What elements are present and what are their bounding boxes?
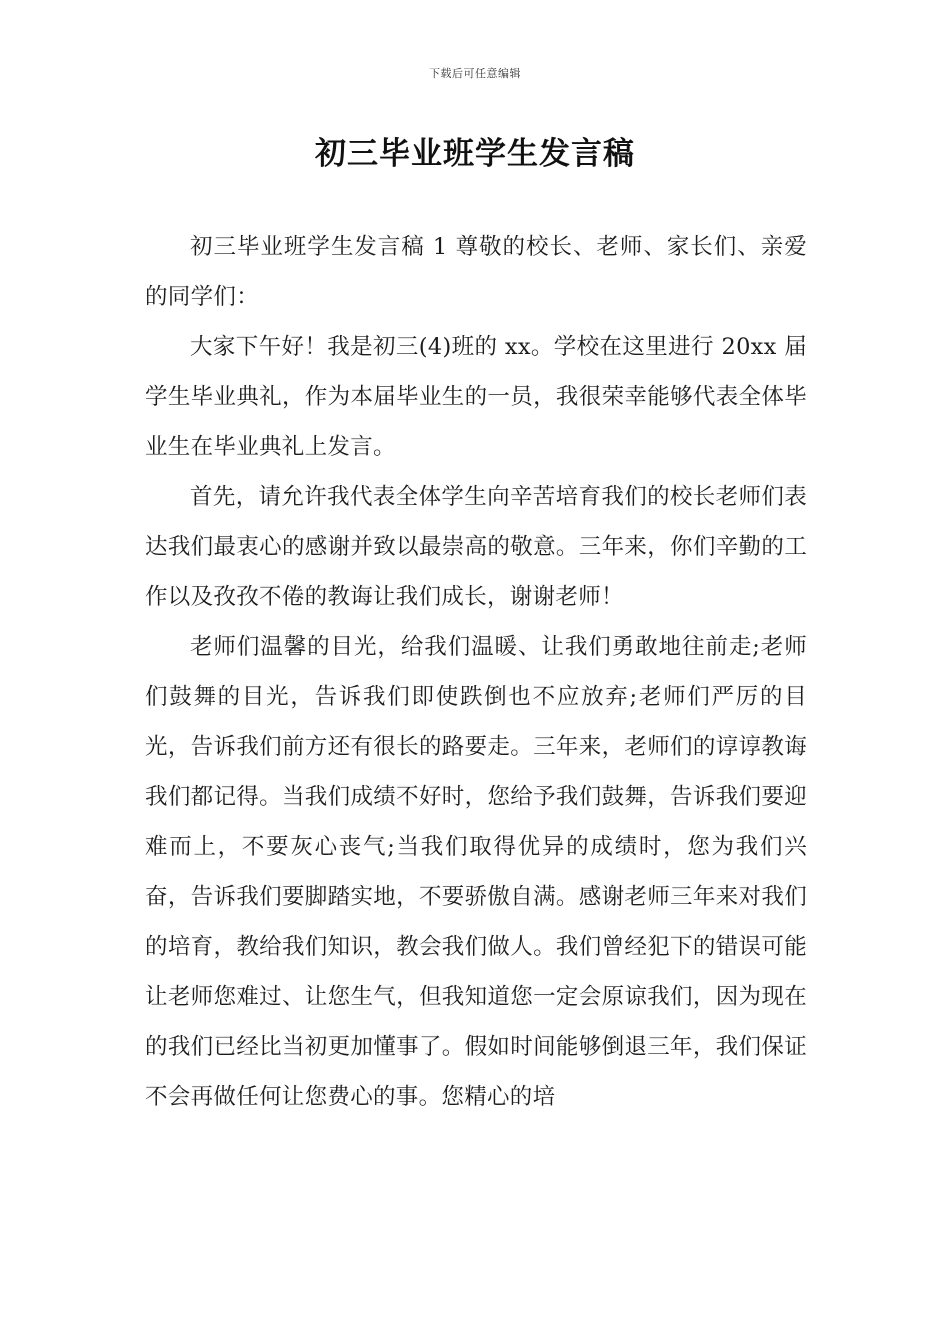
document-title: 初三毕业班学生发言稿 (315, 136, 635, 172)
paragraph-thanks: 首先，请允许我代表全体学生向辛苦培育我们的校长老师们表达我们最衷心的感谢并致以最崇高的敬意。三年来，你们辛勤的工作以及孜孜不倦的教诲让我们成长，谢谢老师！ (145, 484, 807, 610)
header-note: 下载后可任意编辑 (429, 67, 521, 80)
paragraph-teachers: 老师们温馨的目光，给我们温暖、让我们勇敢地往前走;老师们鼓舞的目光，告诉我们即使跌倒也不应放弃;老师们严厉的目光，告诉我们前方还有很长的路要走。三年来，老师们的谆谆教诲我们都记得。当我们成绩不好时，您给予我们鼓舞，告诉我们要迎难而上，不要灰心丧气;当我们取得优异的成绩时，您为我们兴奋，告诉我们要脚踏实地，不要骄傲自满。感谢老师三年来对我们的培育，教给我们知识，教会我们做人。我们曾经犯下的错误可能让老师您难过、让您生气，但我知道您一定会原谅我们，因为现在的我们已经比当初更加懂事了。假如时间能够倒退三年，我们保证不会再做任何让您费心的事。您精心的培 (145, 634, 807, 1110)
paragraph-salutation: 初三毕业班学生发言稿 1 尊敬的校长、老师、家长们、亲爱的同学们： (145, 234, 807, 310)
document-body (145, 222, 807, 1122)
paragraph-greeting: 大家下午好！我是初三(4)班的 xx。学校在这里进行 20xx 届学生毕业典礼，作为本届毕业生的一员，我很荣幸能够代表全体毕业生在毕业典礼上发言。 (145, 334, 807, 460)
